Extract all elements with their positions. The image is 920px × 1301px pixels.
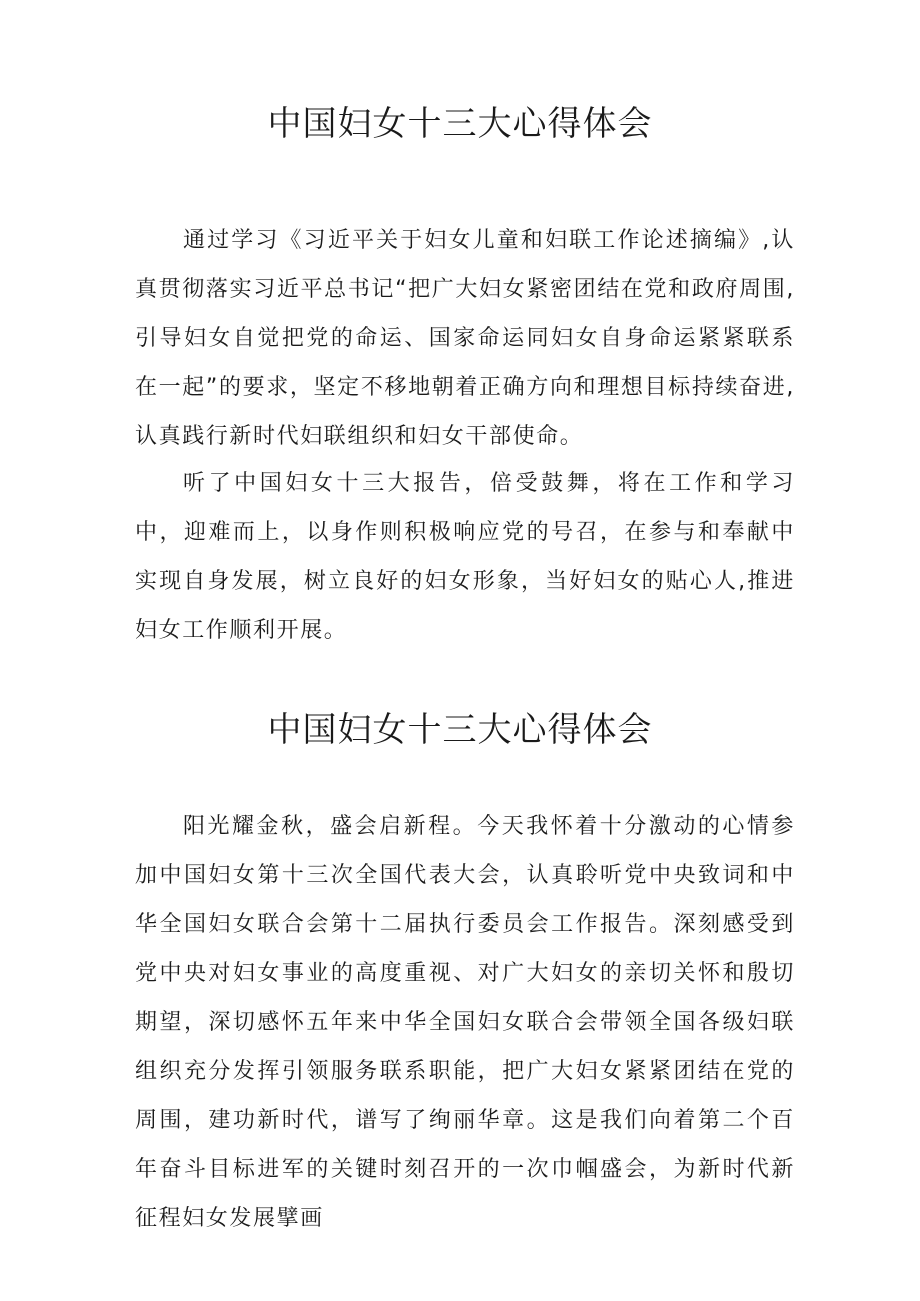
section-1-paragraph-2: 听了中国妇女十三大报告，倍受鼓舞，将在工作和学习中，迎难而上，以身作则积极响应党的号召，在参与和奉献中实现自身发展，树立良好的妇女形象，当好妇女的贴心人,推进妇女工作顺利开展。 bbox=[135, 471, 795, 643]
section-2-title: 中国妇女十三大心得体会 bbox=[267, 710, 653, 750]
section-2-paragraph-1: 阳光耀金秋，盛会启新程。今天我怀着十分激动的心情参加中国妇女第十三次全国代表大会，认真聆听党中央致词和中华全国妇女联合会第十二届执行委员会工作报告。深刻感受到党中央对妇女事业的高度重视、对广大妇女的亲切关怀和殷切期望，深切感怀五年来中华全国妇女联合会带领全国各级妇联组织充分发挥引领服务联系职能，把广大妇女紧紧团结在党的周围，建功新时代，谱写了绚丽华章。这是我们向着第二个百年奋斗目标进军的关键时刻召开的一次巾帼盛会，为新时代新征程妇女发展擘画 bbox=[135, 814, 795, 1231]
section-1-paragraph-1: 通过学习《习近平关于妇女儿童和妇联工作论述摘编》,认真贯彻落实习近平总书记“把广大妇女紧密团结在党和政府周围,引导妇女自觉把党的命运、国家命运同妇女自身命运紧紧联系在一起”的要求，坚定不移地朝着正确方向和理想目标持续奋进,认真践行新时代妇联组织和妇女干部使命。 bbox=[135, 228, 795, 449]
section-1-title: 中国妇女十三大心得体会 bbox=[267, 104, 653, 144]
